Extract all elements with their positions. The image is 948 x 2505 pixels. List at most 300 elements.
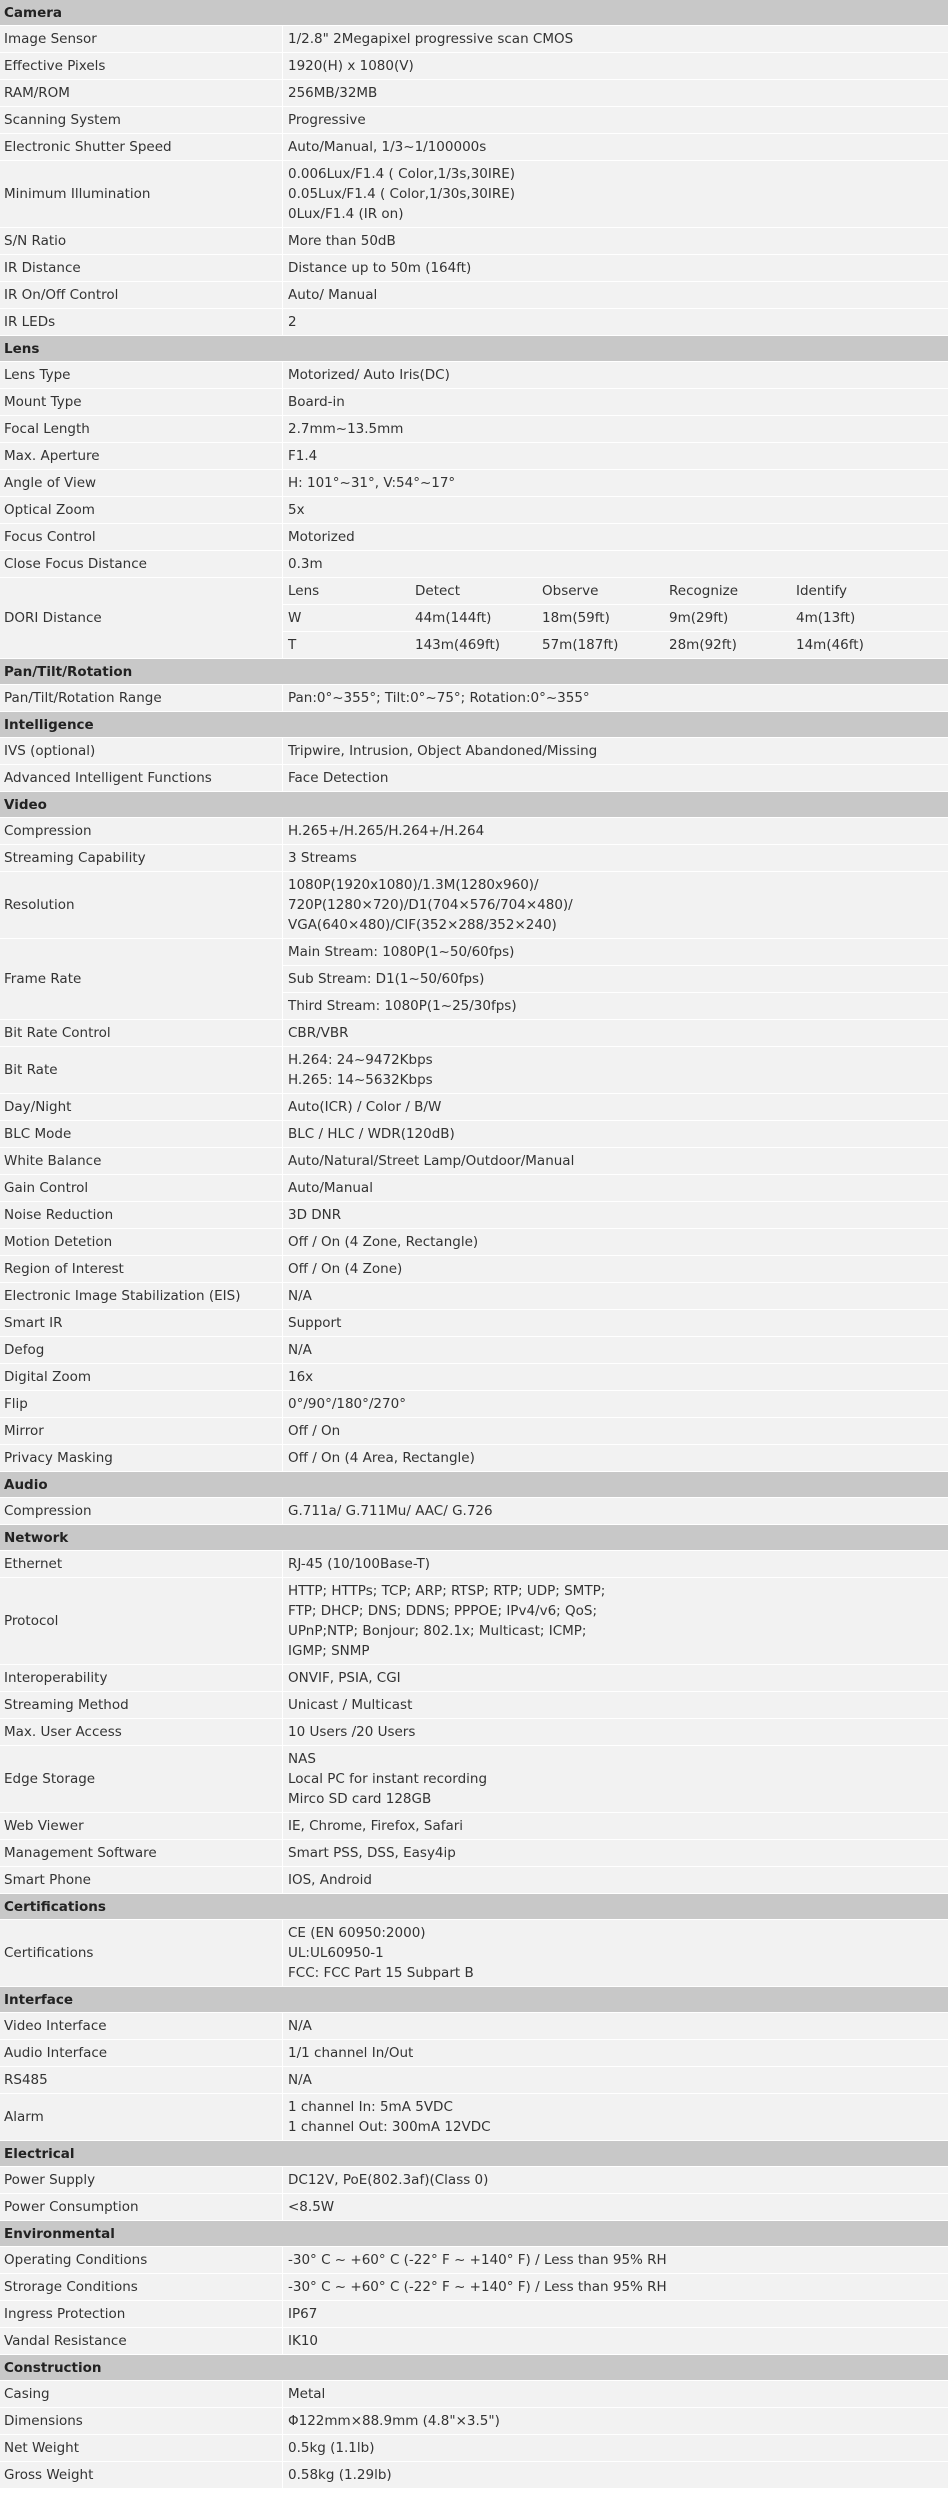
spec-label: Alarm — [0, 2094, 283, 2140]
dori-distance-row — [0, 578, 948, 659]
spec-value — [283, 53, 948, 79]
spec-label: Bit Rate — [0, 1047, 283, 1093]
spec-value-line: ONVIF, PSIA, CGI — [288, 1670, 401, 1686]
section-header: Intelligence — [0, 712, 948, 738]
spec-row — [0, 1337, 948, 1364]
spec-label: Advanced Intelligent Functions — [0, 765, 283, 791]
dori-cell: T — [288, 637, 297, 653]
spec-row — [0, 161, 948, 228]
spec-row — [0, 2301, 948, 2328]
spec-value-line: Board-in — [288, 394, 345, 410]
spec-value-line: 0.006Lux/F1.4 ( Color,1/3s,30IRE) — [288, 166, 516, 182]
spec-label: Minimum Illumination — [0, 161, 283, 227]
spec-value-line: 3D DNR — [288, 1207, 342, 1223]
dori-cell: Detect — [415, 583, 461, 599]
spec-row — [0, 309, 948, 336]
spec-value-line: Pan:0°~355°; Tilt:0°~75°; Rotation:0°~355° — [288, 690, 590, 706]
spec-value-line: 1920(H) x 1080(V) — [288, 58, 414, 74]
dori-cell: Observe — [542, 583, 599, 599]
spec-value-line: HTTP; HTTPs; TCP; ARP; RTSP; RTP; UDP; SMTP; — [288, 1583, 606, 1599]
spec-value — [283, 107, 948, 133]
spec-row — [0, 685, 948, 712]
spec-row — [0, 2040, 948, 2067]
spec-value — [283, 1578, 948, 1664]
spec-value — [283, 845, 948, 871]
section-header: Construction — [0, 2355, 948, 2381]
spec-row — [0, 1121, 948, 1148]
spec-label: Resolution — [0, 872, 283, 938]
spec-value-line: Auto/Manual, 1/3~1/100000s — [288, 139, 487, 155]
spec-value-line: 1 channel In: 5mA 5VDC — [288, 2099, 453, 2115]
dori-cell: 9m(29ft) — [669, 610, 729, 626]
spec-value — [283, 1256, 948, 1282]
spec-value — [283, 497, 948, 523]
spec-label: RAM/ROM — [0, 80, 283, 106]
spec-row — [0, 1665, 948, 1692]
spec-value-line: G.711a/ G.711Mu/ AAC/ G.726 — [288, 1503, 493, 1519]
spec-value — [283, 26, 948, 52]
spec-label: Power Consumption — [0, 2194, 283, 2220]
spec-row — [0, 1148, 948, 1175]
spec-value-line: IK10 — [288, 2333, 319, 2349]
spec-row — [0, 26, 948, 53]
spec-value — [283, 1310, 948, 1336]
spec-row — [0, 1498, 948, 1525]
spec-row — [0, 2408, 948, 2435]
spec-value — [283, 2040, 948, 2066]
spec-value-line: Distance up to 50m (164ft) — [288, 260, 472, 276]
spec-label: Management Software — [0, 1840, 283, 1866]
spec-value — [283, 2247, 948, 2273]
spec-row — [0, 1310, 948, 1337]
spec-value — [283, 1551, 948, 1577]
spec-value-line: IP67 — [288, 2306, 318, 2322]
spec-label: Certifications — [0, 1920, 283, 1986]
section-header: Interface — [0, 1987, 948, 2013]
spec-row — [0, 2094, 948, 2141]
spec-row — [0, 2247, 948, 2274]
spec-row — [0, 1867, 948, 1894]
spec-label: Compression — [0, 818, 283, 844]
spec-label: Vandal Resistance — [0, 2328, 283, 2354]
spec-row — [0, 497, 948, 524]
spec-value — [283, 362, 948, 388]
spec-value-line: Auto/ Manual — [288, 287, 378, 303]
dori-cell: W — [288, 610, 302, 626]
spec-value — [283, 551, 948, 577]
spec-row — [0, 2328, 948, 2355]
spec-value-line: 16x — [288, 1369, 314, 1385]
spec-label: Lens Type — [0, 362, 283, 388]
spec-value-line: BLC / HLC / WDR(120dB) — [288, 1126, 455, 1142]
spec-value — [283, 1498, 948, 1524]
dori-cell: Lens — [288, 583, 320, 599]
spec-label: Digital Zoom — [0, 1364, 283, 1390]
spec-label: Privacy Masking — [0, 1445, 283, 1471]
spec-value — [283, 134, 948, 160]
spec-value-line: CBR/VBR — [288, 1025, 349, 1041]
spec-value-line: VGA(640×480)/CIF(352×288/352×240) — [288, 917, 557, 933]
section-header: Audio — [0, 1472, 948, 1498]
spec-value-line: -30° C ~ +60° C (-22° F ~ +140° F) / Less than 95% RH — [288, 2252, 667, 2268]
spec-value-line: 256MB/32MB — [288, 85, 378, 101]
spec-value — [283, 2381, 948, 2407]
spec-row — [0, 255, 948, 282]
spec-row — [0, 1813, 948, 1840]
spec-row — [0, 2381, 948, 2408]
spec-value — [283, 1719, 948, 1745]
spec-label: Mirror — [0, 1418, 283, 1444]
spec-value-line: IOS, Android — [288, 1872, 372, 1888]
dori-cell: 143m(469ft) — [415, 637, 501, 653]
spec-label: Flip — [0, 1391, 283, 1417]
dori-cell: 18m(59ft) — [542, 610, 610, 626]
spec-value-line: H.265+/H.265/H.264+/H.264 — [288, 823, 485, 839]
spec-label: IR Distance — [0, 255, 283, 281]
spec-row — [0, 2435, 948, 2462]
spec-value-line: 0.05Lux/F1.4 ( Color,1/30s,30IRE) — [288, 186, 516, 202]
spec-row — [0, 2462, 948, 2489]
spec-row — [0, 1094, 948, 1121]
spec-value — [283, 282, 948, 308]
spec-label: Scanning System — [0, 107, 283, 133]
spec-row — [0, 2013, 948, 2040]
spec-label: Compression — [0, 1498, 283, 1524]
dori-cell: Identify — [796, 583, 847, 599]
spec-value-line: Metal — [288, 2386, 326, 2402]
spec-row — [0, 80, 948, 107]
spec-value — [283, 765, 948, 791]
spec-value — [283, 1094, 948, 1120]
spec-value-line: 5x — [288, 502, 305, 518]
frame-rate-list — [283, 939, 948, 1019]
spec-label: Video Interface — [0, 2013, 283, 2039]
spec-value-line: 1 channel Out: 300mA 12VDC — [288, 2119, 491, 2135]
spec-row — [0, 1719, 948, 1746]
spec-value — [283, 389, 948, 415]
spec-value — [283, 309, 948, 335]
spec-value — [283, 1364, 948, 1390]
spec-value — [283, 1229, 948, 1255]
spec-value-line: IGMP; SNMP — [288, 1643, 370, 1659]
spec-value — [283, 2462, 948, 2488]
spec-label: Optical Zoom — [0, 497, 283, 523]
spec-row — [0, 845, 948, 872]
spec-row — [0, 1283, 948, 1310]
spec-label: Noise Reduction — [0, 1202, 283, 1228]
spec-value — [283, 2328, 948, 2354]
spec-label: S/N Ratio — [0, 228, 283, 254]
spec-row — [0, 765, 948, 792]
spec-value-line: Motorized/ Auto Iris(DC) — [288, 367, 450, 383]
spec-row — [0, 1920, 948, 1987]
spec-label: Streaming Method — [0, 1692, 283, 1718]
spec-value — [283, 1692, 948, 1718]
spec-label: Pan/Tilt/Rotation Range — [0, 685, 283, 711]
spec-row — [0, 134, 948, 161]
spec-value-line: NAS — [288, 1751, 316, 1767]
spec-value — [283, 1337, 948, 1363]
spec-row — [0, 1551, 948, 1578]
spec-value — [283, 80, 948, 106]
spec-label: Max. Aperture — [0, 443, 283, 469]
spec-value — [283, 416, 948, 442]
dori-table — [283, 578, 948, 658]
spec-value-line: UPnP;NTP; Bonjour; 802.1x; Multicast; ICMP; — [288, 1623, 587, 1639]
spec-value — [283, 2094, 948, 2140]
spec-row — [0, 1840, 948, 1867]
spec-value-line: F1.4 — [288, 448, 318, 464]
spec-row — [0, 107, 948, 134]
spec-row — [0, 470, 948, 497]
section-header: Lens — [0, 336, 948, 362]
spec-value-line: Auto/Manual — [288, 1180, 373, 1196]
dori-cell: 44m(144ft) — [415, 610, 492, 626]
spec-label: Frame Rate — [0, 939, 283, 1019]
spec-row — [0, 282, 948, 309]
spec-row — [0, 1364, 948, 1391]
spec-label: Smart IR — [0, 1310, 283, 1336]
spec-value-line: 2.7mm~13.5mm — [288, 421, 404, 437]
section-header: Video — [0, 792, 948, 818]
dori-table-row — [283, 578, 948, 605]
spec-row — [0, 2067, 948, 2094]
spec-label: Motion Detetion — [0, 1229, 283, 1255]
section-header: Network — [0, 1525, 948, 1551]
spec-row — [0, 228, 948, 255]
spec-row — [0, 738, 948, 765]
spec-row — [0, 443, 948, 470]
spec-value-line: N/A — [288, 1342, 312, 1358]
spec-value-line: Off / On (4 Zone, Rectangle) — [288, 1234, 479, 1250]
spec-value-line: Φ122mm×88.9mm (4.8"×3.5") — [288, 2413, 500, 2429]
spec-label: IVS (optional) — [0, 738, 283, 764]
spec-value-line: N/A — [288, 1288, 312, 1304]
spec-label: Angle of View — [0, 470, 283, 496]
spec-value-line: RJ-45 (10/100Base-T) — [288, 1556, 431, 1572]
spec-value-line: 0.3m — [288, 556, 323, 572]
spec-label: Audio Interface — [0, 2040, 283, 2066]
spec-row — [0, 818, 948, 845]
spec-value-line: N/A — [288, 2072, 312, 2088]
spec-row — [0, 1256, 948, 1283]
spec-row — [0, 2194, 948, 2221]
spec-value-line: 1/1 channel In/Out — [288, 2045, 414, 2061]
spec-value-line: Off / On — [288, 1423, 341, 1439]
spec-row — [0, 1418, 948, 1445]
spec-value-line: Mirco SD card 128GB — [288, 1791, 432, 1807]
spec-value-line: IE, Chrome, Firefox, Safari — [288, 1818, 464, 1834]
frame-rate-line: Sub Stream: D1(1~50/60fps) — [283, 966, 948, 993]
spec-value — [283, 2194, 948, 2220]
spec-label: Power Supply — [0, 2167, 283, 2193]
spec-value-line: More than 50dB — [288, 233, 396, 249]
spec-value-line: Smart PSS, DSS, Easy4ip — [288, 1845, 456, 1861]
spec-row — [0, 1202, 948, 1229]
section-header: Camera — [0, 0, 948, 26]
spec-value-line: Unicast / Multicast — [288, 1697, 413, 1713]
spec-label: Region of Interest — [0, 1256, 283, 1282]
spec-value-line: 1/2.8" 2Megapixel progressive scan CMOS — [288, 31, 574, 47]
spec-value-line: Support — [288, 1315, 342, 1331]
spec-value — [283, 1047, 948, 1093]
spec-row — [0, 1020, 948, 1047]
spec-label: Operating Conditions — [0, 2247, 283, 2273]
spec-value-line: H.264: 24~9472Kbps — [288, 1052, 433, 1068]
spec-value — [283, 738, 948, 764]
spec-label: Day/Night — [0, 1094, 283, 1120]
spec-value — [283, 2435, 948, 2461]
spec-row — [0, 1445, 948, 1472]
spec-label: Effective Pixels — [0, 53, 283, 79]
spec-value-line: -30° C ~ +60° C (-22° F ~ +140° F) / Less than 95% RH — [288, 2279, 667, 2295]
spec-value-line: 0.58kg (1.29lb) — [288, 2467, 392, 2483]
spec-value-line: 3 Streams — [288, 850, 357, 866]
spec-value-line: FCC: FCC Part 15 Subpart B — [288, 1965, 474, 1981]
spec-row — [0, 1746, 948, 1813]
spec-row — [0, 1175, 948, 1202]
spec-value-line: Tripwire, Intrusion, Object Abandoned/Missing — [288, 743, 598, 759]
spec-label: IR LEDs — [0, 309, 283, 335]
spec-value — [283, 1418, 948, 1444]
spec-label: Gross Weight — [0, 2462, 283, 2488]
spec-value-line: Off / On (4 Area, Rectangle) — [288, 1450, 475, 1466]
spec-label: Ethernet — [0, 1551, 283, 1577]
spec-row — [0, 2167, 948, 2194]
spec-value — [283, 443, 948, 469]
spec-row — [0, 1047, 948, 1094]
spec-label: IR On/Off Control — [0, 282, 283, 308]
spec-value — [283, 2301, 948, 2327]
spec-value-line: FTP; DHCP; DNS; DDNS; PPPOE; IPv4/v6; QoS; — [288, 1603, 597, 1619]
frame-rate-row — [0, 939, 948, 1020]
spec-label: Smart Phone — [0, 1867, 283, 1893]
spec-row — [0, 872, 948, 939]
spec-row — [0, 389, 948, 416]
spec-value-line: 0°/90°/180°/270° — [288, 1396, 406, 1412]
spec-value — [283, 2013, 948, 2039]
spec-label: Gain Control — [0, 1175, 283, 1201]
spec-label: Streaming Capability — [0, 845, 283, 871]
spec-value — [283, 470, 948, 496]
dori-cell: 4m(13ft) — [796, 610, 856, 626]
spec-value — [283, 228, 948, 254]
spec-value — [283, 1920, 948, 1986]
spec-label: Focal Length — [0, 416, 283, 442]
spec-label: Mount Type — [0, 389, 283, 415]
spec-value-line: 0Lux/F1.4 (IR on) — [288, 206, 404, 222]
spec-row — [0, 1578, 948, 1665]
spec-label: RS485 — [0, 2067, 283, 2093]
spec-value-line: <8.5W — [288, 2199, 335, 2215]
spec-row — [0, 1391, 948, 1418]
spec-label: Defog — [0, 1337, 283, 1363]
spec-value — [283, 1202, 948, 1228]
spec-value-line: H: 101°~31°, V:54°~17° — [288, 475, 456, 491]
spec-label: Web Viewer — [0, 1813, 283, 1839]
spec-value-line: 1080P(1920x1080)/1.3M(1280x960)/ — [288, 877, 539, 893]
spec-label: Max. User Access — [0, 1719, 283, 1745]
spec-value — [283, 1445, 948, 1471]
spec-row — [0, 362, 948, 389]
spec-value — [283, 1283, 948, 1309]
spec-value — [283, 1020, 948, 1046]
spec-label: Image Sensor — [0, 26, 283, 52]
spec-row — [0, 2274, 948, 2301]
spec-value — [283, 2067, 948, 2093]
spec-value-line: N/A — [288, 2018, 312, 2034]
spec-label: Close Focus Distance — [0, 551, 283, 577]
spec-value-line: CE (EN 60950:2000) — [288, 1925, 426, 1941]
spec-value-line: Auto(ICR) / Color / B/W — [288, 1099, 442, 1115]
spec-value-line: Progressive — [288, 112, 366, 128]
spec-label: Net Weight — [0, 2435, 283, 2461]
spec-value-line: 720P(1280×720)/D1(704×576/704×480)/ — [288, 897, 573, 913]
spec-value — [283, 818, 948, 844]
spec-value-line: Motorized — [288, 529, 355, 545]
spec-value-line: 2 — [288, 314, 297, 330]
dori-table-row — [283, 632, 948, 658]
dori-cell: 57m(187ft) — [542, 637, 619, 653]
spec-row — [0, 524, 948, 551]
dori-cell: 28m(92ft) — [669, 637, 737, 653]
spec-value-line: Local PC for instant recording — [288, 1771, 488, 1787]
spec-value — [283, 1867, 948, 1893]
spec-label: Protocol — [0, 1578, 283, 1664]
dori-table-row — [283, 605, 948, 632]
spec-value — [283, 1840, 948, 1866]
frame-rate-line: Third Stream: 1080P(1~25/30fps) — [288, 998, 517, 1014]
spec-row — [0, 416, 948, 443]
spec-label: Ingress Protection — [0, 2301, 283, 2327]
dori-cell: Recognize — [669, 583, 739, 599]
section-header: Electrical — [0, 2141, 948, 2167]
spec-label: Dimensions — [0, 2408, 283, 2434]
spec-label: Focus Control — [0, 524, 283, 550]
spec-value — [283, 2167, 948, 2193]
spec-label: Interoperability — [0, 1665, 283, 1691]
spec-value-line: Off / On (4 Zone) — [288, 1261, 403, 1277]
spec-value — [283, 1121, 948, 1147]
dori-cell: 14m(46ft) — [796, 637, 864, 653]
spec-value-line: 0.5kg (1.1lb) — [288, 2440, 375, 2456]
spec-row — [0, 1692, 948, 1719]
spec-value — [283, 872, 948, 938]
spec-row — [0, 551, 948, 578]
spec-value — [283, 1148, 948, 1174]
spec-value — [283, 685, 948, 711]
frame-rate-line: Main Stream: 1080P(1~50/60fps) — [283, 939, 948, 966]
spec-label: Casing — [0, 2381, 283, 2407]
spec-value-line: H.265: 14~5632Kbps — [288, 1072, 433, 1088]
spec-value — [283, 1665, 948, 1691]
spec-label: Bit Rate Control — [0, 1020, 283, 1046]
spec-value — [283, 1391, 948, 1417]
spec-label: Electronic Image Stabilization (EIS) — [0, 1283, 283, 1309]
spec-value-line: UL:UL60950-1 — [288, 1945, 384, 1961]
section-header: Certifications — [0, 1894, 948, 1920]
spec-value-line: Auto/Natural/Street Lamp/Outdoor/Manual — [288, 1153, 575, 1169]
spec-value-line: Face Detection — [288, 770, 389, 786]
spec-value-line: DC12V, PoE(802.3af)(Class 0) — [288, 2172, 489, 2188]
spec-label: White Balance — [0, 1148, 283, 1174]
spec-value — [283, 161, 948, 227]
spec-label: Electronic Shutter Speed — [0, 134, 283, 160]
spec-value — [283, 2408, 948, 2434]
spec-value — [283, 1746, 948, 1812]
spec-label: Edge Storage — [0, 1746, 283, 1812]
spec-value — [283, 1175, 948, 1201]
